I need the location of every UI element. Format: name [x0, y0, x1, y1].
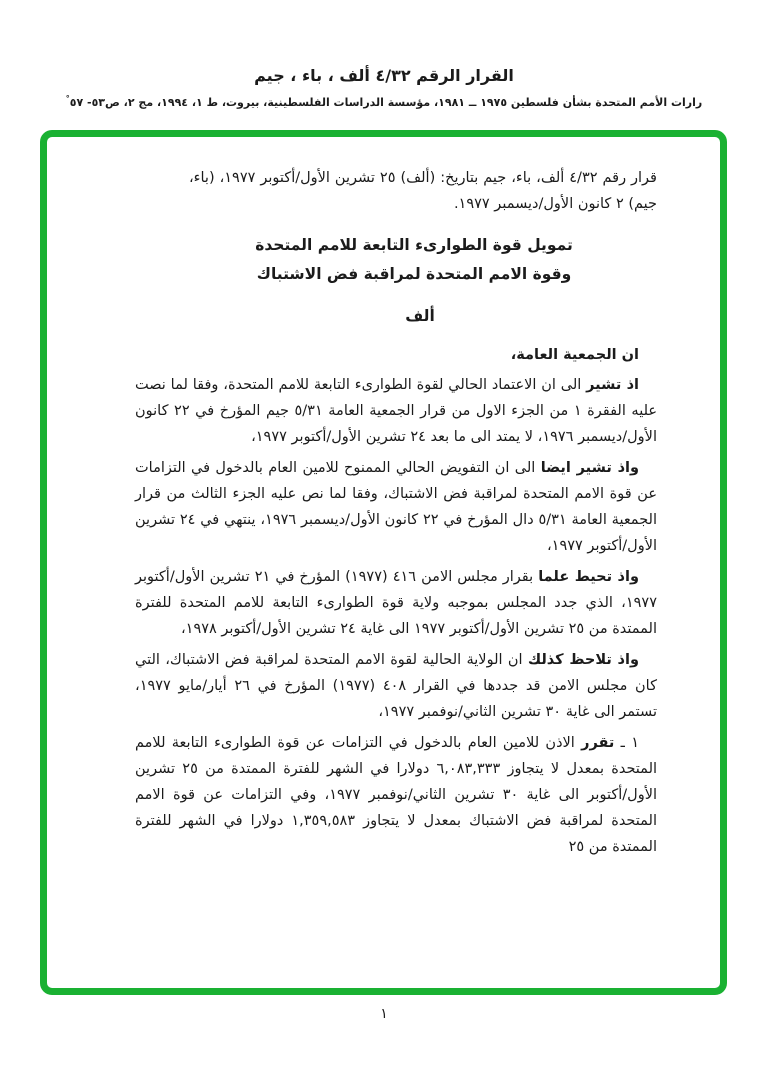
- body-paragraph: [135, 647, 657, 725]
- paragraphs-container: [135, 372, 657, 860]
- page-number: ١: [380, 1006, 388, 1022]
- paragraph-text: الاذن للامين العام بالدخول في التزامات عن قوة الطوارىء التابعة للامم المتحدة بمعدل لا يتجاوز ٦,٠٨٣,٣٣٣ دولارا في الشهر للفترة الممتدة من ٢٥ تشرين الأول/أكتوبر الى غاية ٣٠ تشرين الثاني/نوفمبر ١٩٧٧، وفي التزامات عن قوة الامم المتحدة لمراقبة فض الاشتباك بمعدل لا يتجاوز ١,٣٥٩,٥٨٣ دولارا في الشهر للفترة الممتدة من ٢٥: [135, 735, 658, 855]
- paragraph-lead: تقرر: [581, 735, 615, 751]
- body-paragraph: [135, 564, 657, 642]
- paragraph-text: ان الولاية الحالية لقوة الامم المتحدة لمراقبة فض الاشتباك، التي كان مجلس الامن قد جددها في القرار ٤٠٨ (١٩٧٧) المؤرخ في ٢٦ أيار/مايو ١٩٧٧، تستمر الى غاية ٣٠ تشرين الثاني/نوفمبر ١٩٧٧،: [135, 652, 657, 720]
- resolution-title: القرار الرقم ٤/٣٢ ألف ، باء ، جيم: [254, 66, 514, 85]
- source-citation-text: رارات الأمم المتحدة بشأن فلسطين ١٩٧٥ ــ ١٩٨١، مؤسسة الدراسات الفلسطينية، بيروت، ط ١، ١٩٩٤، مج ٢، ص٥٣- ٥٧: [69, 96, 703, 109]
- section-heading: ألف: [405, 307, 435, 325]
- document-body: [135, 165, 657, 865]
- paragraph-text: الى ان التفويض الحالي الممنوح للامين العام بالدخول في التزامات عن قوة الامم المتحدة لمراقبة فض الاشتباك، وفقا لما نص عليه الجزء الثالث من قرار الجمعية العامة ٥/٣١ دال المؤرخ في ٢٢ كانون الأول/ديسمبر ١٩٧٦، ينتهي في ٢٤ تشرين الأول/أكتوبر ١٩٧٧،: [135, 460, 657, 554]
- paragraph-number: ١ ـ: [614, 735, 639, 751]
- document-title-line2: وقوة الامم المتحدة لمراقبة فض الاشتباك: [256, 265, 572, 283]
- document-title-line1: تمويل قوة الطوارىء التابعة للامم المتحدة: [255, 236, 573, 254]
- preamble-opening: ان الجمعية العامة،: [510, 347, 639, 363]
- paragraph-lead: واذ تحيط علما: [538, 569, 639, 585]
- body-paragraph: [135, 455, 657, 559]
- paragraph-text: الى ان الاعتماد الحالي لقوة الطوارىء التابعة للامم المتحدة، وفقا لما نصت عليه الفقرة ١ من الجزء الاول من قرار الجمعية العامة ٥/٣١ جيم المؤرخ في ٢٢ كانون الأول/ديسمبر ١٩٧٦، لا يمتد الى ما بعد ٢٤ تشرين الأول/أكتوبر ١٩٧٧،: [135, 377, 658, 445]
- paragraph-lead: اذ تشير: [586, 377, 639, 393]
- body-paragraph: [135, 730, 657, 860]
- paragraph-lead: واذ تشير ايضا: [540, 460, 639, 476]
- paragraph-lead: واذ تلاحظ كذلك: [527, 652, 639, 668]
- highlight-frame: [40, 130, 727, 995]
- body-paragraph: [135, 372, 657, 450]
- page-header: [0, 66, 768, 109]
- resolution-citation: قرار رقم ٤/٣٢ ألف، باء، جيم بتاريخ: (ألف) ٢٥ تشرين الأول/أكتوبر ١٩٧٧، (باء، جيم) ٢ كانون الأول/ديسمبر ١٩٧٧.: [189, 170, 657, 212]
- document-title: [171, 231, 657, 289]
- paragraph-text: بقرار مجلس الامن ٤١٦ (١٩٧٧) المؤرخ في ٢١ تشرين الأول/أكتوبر ١٩٧٧، الذي جدد المجلس بموجبه ولاية قوة الطوارىء التابعة للامم المتحدة للفترة الممتدة من ٢٥ تشرين الأول/أكتوبر ١٩٧٧ الى غاية ٢٤ تشرين الأول/أكتوبر ١٩٧٨،: [135, 569, 657, 637]
- source-citation-line: [0, 94, 768, 109]
- footnote-mark: °: [65, 94, 70, 103]
